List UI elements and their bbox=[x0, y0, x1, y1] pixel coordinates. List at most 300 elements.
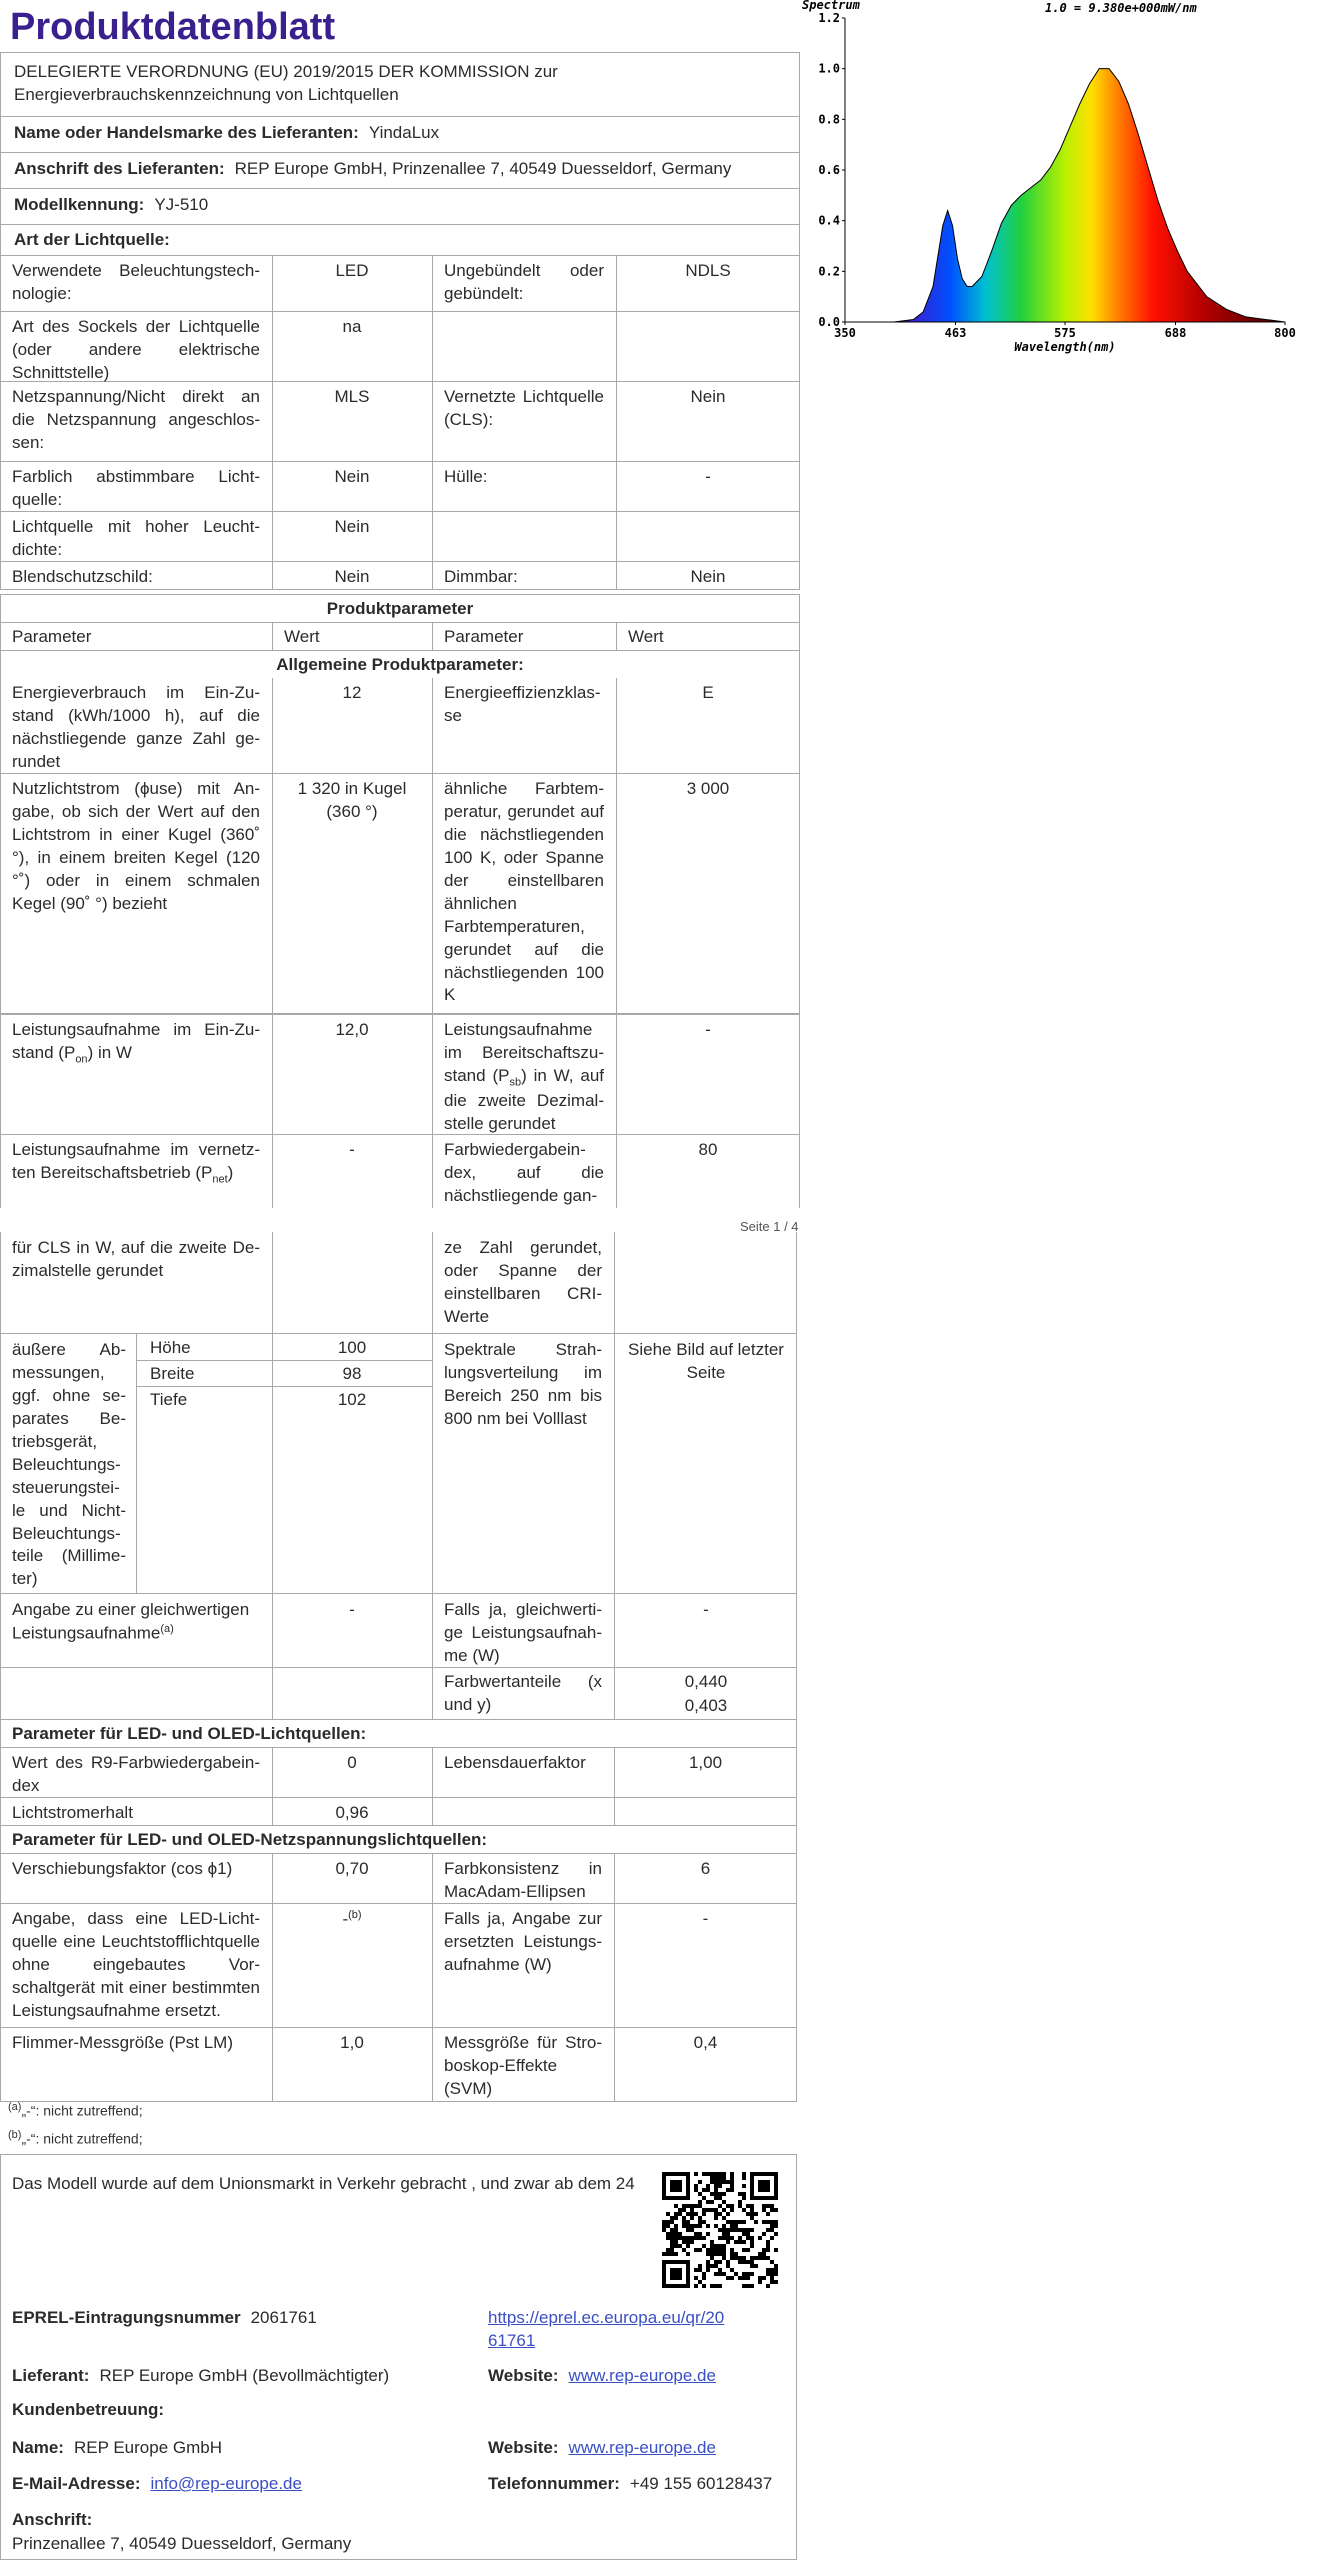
qr-module bbox=[742, 2176, 746, 2180]
qr-module bbox=[770, 2208, 774, 2212]
cri-label: Farbwiedergabeindex, auf die nächstliegende gan- bbox=[444, 1140, 604, 1205]
qr-module bbox=[698, 2220, 702, 2224]
table-cell-v2: 1,00 bbox=[688, 1753, 723, 1772]
product-params-header: Produktparameter bbox=[326, 599, 474, 618]
qr-module bbox=[714, 2272, 718, 2276]
equiv-power-value: - bbox=[349, 1600, 355, 1619]
qr-module bbox=[674, 2224, 678, 2228]
qr-module bbox=[698, 2204, 702, 2208]
qr-module bbox=[702, 2236, 706, 2240]
qr-module bbox=[734, 2224, 738, 2228]
qr-module bbox=[702, 2276, 706, 2280]
supplier-name-value: YindaLux bbox=[368, 123, 440, 142]
qr-module bbox=[686, 2224, 690, 2228]
qr-module bbox=[678, 2244, 682, 2248]
table-cell-v1: LED bbox=[335, 261, 369, 280]
qr-module bbox=[718, 2244, 722, 2248]
qr-module bbox=[726, 2264, 730, 2268]
qr-code[interactable] bbox=[662, 2172, 778, 2288]
qr-module bbox=[742, 2284, 746, 2288]
qr-module bbox=[766, 2228, 770, 2232]
qr-module bbox=[730, 2224, 734, 2228]
qr-module bbox=[698, 2232, 702, 2236]
x-tick-label: 463 bbox=[944, 326, 967, 340]
qr-module bbox=[698, 2248, 702, 2252]
qr-module bbox=[742, 2240, 746, 2244]
y-tick-label: 1.2 bbox=[818, 11, 840, 25]
qr-module bbox=[694, 2268, 698, 2272]
qr-module bbox=[758, 2256, 762, 2260]
qr-module bbox=[738, 2236, 742, 2240]
qr-module bbox=[694, 2232, 698, 2236]
table-cell-l1: Verschiebungsfaktor (cos ϕ1) bbox=[12, 1859, 233, 1878]
table-cell-v1: -$^{(b)}$ bbox=[342, 1909, 362, 1929]
qr-module bbox=[698, 2264, 702, 2268]
qr-module bbox=[710, 2176, 714, 2180]
qr-module bbox=[686, 2236, 690, 2240]
qr-module bbox=[722, 2236, 726, 2240]
qr-module bbox=[766, 2268, 770, 2272]
qr-module bbox=[718, 2192, 722, 2196]
regulation-text: DELEGIERTE VERORDNUNG (EU) 2019/2015 DER KOMMISSION zur Energieverbrauchskennzeichnung von Lichtquellen bbox=[14, 62, 558, 104]
qr-module bbox=[722, 2176, 726, 2180]
qr-module bbox=[674, 2232, 678, 2236]
qr-module bbox=[682, 2216, 686, 2220]
address-label: Anschrift: bbox=[12, 2510, 93, 2529]
column-divider bbox=[432, 678, 433, 774]
table-cell-v1: 0,96 bbox=[335, 1803, 369, 1822]
qr-module bbox=[762, 2256, 766, 2260]
table-cell-l2 bbox=[434, 1799, 612, 1805]
qr-module bbox=[734, 2272, 738, 2276]
qr-module bbox=[714, 2188, 718, 2192]
qr-module bbox=[762, 2208, 766, 2212]
qr-module bbox=[750, 2240, 754, 2244]
qr-module bbox=[726, 2220, 730, 2224]
qr-module bbox=[682, 2248, 686, 2252]
qr-module bbox=[722, 2216, 726, 2220]
chromaticity-x: 0,440 bbox=[684, 1672, 728, 1691]
qr-module bbox=[714, 2196, 718, 2200]
qr-module bbox=[766, 2244, 770, 2248]
table-cell-l1: Blendschutzschild: bbox=[12, 567, 153, 586]
qr-module bbox=[694, 2284, 698, 2288]
qr-module bbox=[666, 2248, 670, 2252]
column-divider bbox=[432, 2028, 433, 2102]
x-tick-label: 688 bbox=[1164, 326, 1187, 340]
qr-module bbox=[714, 2192, 718, 2196]
qr-module bbox=[670, 2228, 674, 2232]
led-params-header: Parameter für LED- und OLED-Lichtquellen: bbox=[12, 1724, 367, 1743]
qr-module bbox=[718, 2212, 722, 2216]
email-link[interactable]: info@rep-europe.de bbox=[150, 2474, 302, 2493]
qr-module bbox=[766, 2220, 770, 2224]
qr-module bbox=[766, 2212, 770, 2216]
qr-module bbox=[762, 2276, 766, 2280]
qr-module bbox=[754, 2256, 758, 2260]
qr-module bbox=[750, 2256, 754, 2260]
qr-module bbox=[682, 2236, 686, 2240]
qr-module bbox=[726, 2236, 730, 2240]
networked-value: - bbox=[349, 1140, 355, 1159]
qr-module bbox=[726, 2240, 730, 2244]
qr-module bbox=[762, 2232, 766, 2236]
dim-depth-value: 102 bbox=[337, 1390, 367, 1409]
model-row bbox=[4, 191, 784, 220]
qr-module bbox=[714, 2176, 718, 2180]
qr-module bbox=[770, 2224, 774, 2228]
column-divider bbox=[432, 1904, 433, 2028]
qr-module bbox=[770, 2228, 774, 2232]
website-row-2: Website: www.rep-europe.de bbox=[488, 2438, 716, 2457]
qr-module bbox=[758, 2180, 770, 2192]
table-cell-v1: 0 bbox=[347, 1753, 357, 1772]
qr-module bbox=[730, 2236, 734, 2240]
networked-label: Leistungsaufnahme im vernetzten Bereitschaftsbetrieb $(P_{net})$ bbox=[12, 1140, 260, 1186]
dim-width-value: 98 bbox=[342, 1364, 362, 1383]
table-cell-l2: Ungebündelt oder gebündelt: bbox=[444, 261, 604, 303]
qr-module bbox=[762, 2220, 766, 2224]
table-cell-v1: Nein bbox=[334, 467, 370, 486]
qr-module bbox=[694, 2236, 698, 2240]
general-params-header: Allgemeine Produktparameter: bbox=[276, 655, 524, 674]
table-cell-l1: Netzspannung/Nicht direkt an die Netzspannung angeschlossen: bbox=[12, 387, 260, 452]
qr-module bbox=[714, 2264, 718, 2268]
website-link-1[interactable]: www.rep-europe.de bbox=[568, 2366, 716, 2385]
qr-module bbox=[742, 2260, 746, 2264]
qr-module bbox=[722, 2192, 726, 2196]
qr-module bbox=[702, 2284, 706, 2288]
qr-module bbox=[734, 2228, 738, 2232]
table-cell-l1: Flimmer-Messgröße (Pst LM) bbox=[12, 2033, 234, 2052]
qr-module bbox=[738, 2192, 742, 2196]
qr-module bbox=[690, 2224, 694, 2228]
y-tick-label: 0.2 bbox=[818, 264, 840, 279]
qr-module bbox=[706, 2188, 710, 2192]
standby-value: - bbox=[705, 1020, 711, 1039]
qr-module bbox=[674, 2252, 678, 2256]
customer-service-heading: Kundenbetreuung: bbox=[12, 2400, 165, 2419]
qr-module bbox=[686, 2212, 690, 2216]
qr-module bbox=[738, 2260, 742, 2264]
qr-module bbox=[726, 2232, 730, 2236]
qr-module bbox=[774, 2248, 778, 2252]
qr-module bbox=[750, 2208, 754, 2212]
footnote-a: $^{(a)}$„-“: nicht zutreffend; bbox=[8, 2101, 143, 2119]
networked-label-cont: für CLS in W, auf die zweite Dezimalstelle gerundet bbox=[12, 1238, 260, 1280]
qr-module bbox=[762, 2252, 766, 2256]
qr-module bbox=[714, 2252, 718, 2256]
column-divider bbox=[432, 1854, 433, 1904]
qr-module bbox=[718, 2248, 722, 2252]
table-cell-v2: - bbox=[705, 467, 711, 486]
table-cell-l1: Art des Sockels der Lichtquelle (oder andere elektrische Schnittstelle) bbox=[12, 317, 260, 382]
table-cell-l2: Messgröße für Stroboskop-Effekte (SVM) bbox=[444, 2033, 602, 2098]
y-tick-label: 1.0 bbox=[818, 61, 840, 76]
qr-module bbox=[714, 2184, 718, 2188]
qr-module bbox=[722, 2228, 726, 2232]
qr-module bbox=[674, 2240, 678, 2244]
table-cell-l1: Farblich abstimmbare Lichtquelle: bbox=[12, 467, 260, 509]
qr-module bbox=[694, 2248, 698, 2252]
table-cell-l2 bbox=[434, 513, 614, 519]
qr-module bbox=[726, 2180, 730, 2184]
qr-module bbox=[750, 2236, 754, 2240]
qr-module bbox=[738, 2204, 742, 2208]
spectral-value: Siehe Bild auf letzter Seite bbox=[628, 1340, 784, 1382]
website-link-2[interactable]: www.rep-europe.de bbox=[568, 2438, 716, 2457]
qr-module bbox=[766, 2248, 770, 2252]
qr-module bbox=[698, 2192, 702, 2196]
qr-module bbox=[722, 2256, 726, 2260]
qr-module bbox=[666, 2224, 670, 2228]
qr-module bbox=[722, 2180, 726, 2184]
qr-module bbox=[690, 2236, 694, 2240]
table-cell-l2: Lebensdauerfaktor bbox=[444, 1753, 586, 1772]
qr-module bbox=[674, 2228, 678, 2232]
model-label: Modellkennung: bbox=[14, 195, 145, 214]
qr-module bbox=[710, 2200, 714, 2204]
qr-module bbox=[710, 2252, 714, 2256]
qr-module bbox=[746, 2236, 750, 2240]
qr-module bbox=[734, 2252, 738, 2256]
qr-module bbox=[690, 2212, 694, 2216]
qr-module bbox=[750, 2212, 754, 2216]
qr-module bbox=[762, 2248, 766, 2252]
table-cell-v1: Nein bbox=[334, 517, 370, 536]
table-cell-v2: Nein bbox=[690, 387, 726, 406]
qr-module bbox=[670, 2240, 674, 2244]
qr-module bbox=[718, 2252, 722, 2256]
qr-module bbox=[750, 2260, 754, 2264]
qr-module bbox=[674, 2212, 678, 2216]
qr-module bbox=[770, 2280, 774, 2284]
qr-module bbox=[670, 2268, 682, 2280]
qr-module bbox=[714, 2284, 718, 2288]
y-tick-label: 0.0 bbox=[818, 315, 840, 329]
qr-module bbox=[742, 2272, 746, 2276]
qr-module bbox=[702, 2220, 706, 2224]
qr-module bbox=[694, 2204, 698, 2208]
qr-module bbox=[730, 2172, 734, 2176]
qr-module bbox=[726, 2260, 730, 2264]
table-cell-v2: E bbox=[702, 683, 714, 702]
qr-module bbox=[706, 2232, 710, 2236]
qr-module bbox=[726, 2212, 730, 2216]
table-cell-v1: 1 320 in Kugel (360 °) bbox=[297, 779, 407, 821]
column-divider bbox=[432, 382, 433, 462]
eprel-link[interactable]: https://eprel.ec.europa.eu/qr/20 61761 bbox=[488, 2308, 725, 2350]
qr-module bbox=[686, 2244, 690, 2248]
qr-module bbox=[670, 2216, 674, 2220]
qr-module bbox=[666, 2236, 670, 2240]
column-divider bbox=[432, 774, 433, 1014]
chromaticity-label: Farbwertanteile (x und y) bbox=[444, 1672, 602, 1714]
spectral-label: Spektrale Strahlungsverteilung im Bereich 250 nm bis 800 nm bei Volllast bbox=[444, 1340, 602, 1428]
spectrum-area bbox=[845, 69, 1285, 322]
table-cell-v2: 6 bbox=[700, 1859, 711, 1878]
qr-module bbox=[742, 2184, 746, 2188]
qr-module bbox=[714, 2244, 718, 2248]
qr-module bbox=[710, 2248, 714, 2252]
qr-module bbox=[670, 2180, 682, 2192]
qr-module bbox=[722, 2232, 726, 2236]
table-cell-l2: Farbkonsistenz in MacAdam-Ellipsen bbox=[444, 1859, 602, 1901]
qr-module bbox=[706, 2200, 710, 2204]
qr-module bbox=[730, 2256, 734, 2260]
qr-module bbox=[770, 2268, 774, 2272]
qr-module bbox=[770, 2204, 774, 2208]
qr-module bbox=[754, 2264, 758, 2268]
standby-label: Leistungsaufnahme im Bereitschaftszustand $(P_{sb})$ in W, auf die zweite Dezimalstelle gerundet bbox=[444, 1020, 605, 1134]
qr-module bbox=[722, 2248, 726, 2252]
column-divider bbox=[616, 312, 617, 382]
table-cell-l2: Falls ja, Angabe zur ersetzten Leistungsaufnahme (W) bbox=[444, 1909, 602, 1974]
equiv-power-label: Angabe zu einer gleichwertigen Leistungsaufnahme$^{(a)}$ bbox=[12, 1600, 250, 1643]
qr-module bbox=[662, 2228, 666, 2232]
qr-module bbox=[706, 2264, 710, 2268]
qr-module bbox=[742, 2208, 746, 2212]
qr-module bbox=[738, 2276, 742, 2280]
qr-module bbox=[766, 2256, 770, 2260]
table-cell-l1: Energieverbrauch im Ein-Zustand (kWh/1000 h), auf die nächstliegende ganze Zahl gerundet bbox=[12, 683, 260, 771]
qr-module bbox=[742, 2220, 746, 2224]
qr-module bbox=[730, 2188, 734, 2192]
qr-module bbox=[750, 2204, 754, 2208]
qr-module bbox=[662, 2220, 666, 2224]
qr-module bbox=[742, 2248, 746, 2252]
qr-module bbox=[718, 2268, 722, 2272]
table-cell-l1: Nutzlichtstrom (ϕuse) mit Angabe, ob sich der Wert auf den Lichtstrom in einer Kugel (360˚ °), in einem breiten Kegel (120 °˚) oder in einem schmalen Kegel (90˚ °) bezieht bbox=[12, 779, 260, 913]
qr-module bbox=[682, 2224, 686, 2228]
qr-module bbox=[730, 2180, 734, 2184]
qr-module bbox=[750, 2216, 754, 2220]
qr-module bbox=[702, 2208, 706, 2212]
qr-module bbox=[710, 2264, 714, 2268]
qr-module bbox=[662, 2252, 666, 2256]
dim-width-key: Breite bbox=[150, 1364, 195, 1383]
cri-value: 80 bbox=[698, 1140, 718, 1159]
qr-module bbox=[706, 2248, 710, 2252]
qr-module bbox=[702, 2188, 706, 2192]
qr-module bbox=[742, 2172, 746, 2176]
qr-module bbox=[746, 2272, 750, 2276]
qr-module bbox=[662, 2224, 666, 2228]
table-cell-l2: Energieeffizienzklasse bbox=[444, 683, 601, 725]
dimensions-label: äußere Abmessungen, ggf. ohne separates Betriebsgerät, Beleuchtungssteuerungsteile und Nicht-Beleuchtungsteile (Millimeter) bbox=[12, 1340, 126, 1589]
qr-module bbox=[770, 2276, 774, 2280]
page-number: Seite 1 / 4 bbox=[740, 1219, 799, 1234]
column-divider bbox=[432, 562, 433, 590]
table-cell-v2: Nein bbox=[690, 567, 726, 586]
qr-module bbox=[698, 2268, 702, 2272]
qr-module bbox=[718, 2204, 722, 2208]
table-cell-v2 bbox=[616, 313, 800, 319]
qr-module bbox=[742, 2228, 746, 2232]
qr-module bbox=[722, 2208, 726, 2212]
qr-module bbox=[774, 2268, 778, 2272]
qr-module bbox=[698, 2224, 702, 2228]
column-divider bbox=[616, 774, 617, 1014]
qr-module bbox=[710, 2192, 714, 2196]
qr-module bbox=[710, 2208, 714, 2212]
qr-module bbox=[718, 2172, 722, 2176]
qr-module bbox=[674, 2204, 678, 2208]
qr-module bbox=[730, 2184, 734, 2188]
qr-module bbox=[682, 2220, 686, 2224]
y-tick-label: 0.6 bbox=[818, 163, 840, 177]
column-divider bbox=[432, 312, 433, 382]
chromaticity-y: 0,403 bbox=[684, 1696, 728, 1715]
qr-module bbox=[754, 2220, 758, 2224]
qr-module bbox=[726, 2228, 730, 2232]
qr-module bbox=[670, 2236, 674, 2240]
chart-subtitle: 1.0 = 9.380e+000mW/nm bbox=[1045, 1, 1197, 15]
table-cell-v2: 0,4 bbox=[693, 2033, 718, 2052]
qr-module bbox=[686, 2240, 690, 2244]
qr-module bbox=[706, 2268, 710, 2272]
email-row: E-Mail-Adresse: info@rep-europe.de bbox=[12, 2474, 302, 2493]
qr-module bbox=[666, 2220, 670, 2224]
table-cell-v1: 12 bbox=[342, 683, 362, 702]
qr-module bbox=[774, 2208, 778, 2212]
address-value: Prinzenallee 7, 40549 Duesseldorf, Germany bbox=[12, 2534, 352, 2553]
footnote-b: $^{(b)}$„-“: nicht zutreffend; bbox=[8, 2129, 143, 2147]
qr-module bbox=[742, 2196, 746, 2200]
qr-module bbox=[706, 2260, 710, 2264]
qr-module bbox=[702, 2244, 706, 2248]
table-cell-v2 bbox=[616, 513, 800, 519]
qr-module bbox=[730, 2176, 734, 2180]
qr-module bbox=[694, 2224, 698, 2228]
supplier-address-label: Anschrift des Lieferanten: bbox=[14, 159, 225, 178]
model-value: YJ-510 bbox=[154, 195, 209, 214]
qr-module bbox=[678, 2208, 682, 2212]
website-row-1: Website: www.rep-europe.de bbox=[488, 2366, 716, 2385]
table-cell-l2: Vernetzte Lichtquelle (CLS): bbox=[444, 387, 604, 429]
power-on-label: Leistungsaufnahme im Ein-Zustand $(P_{on})$ in W bbox=[12, 1020, 260, 1066]
qr-module bbox=[690, 2228, 694, 2232]
qr-module bbox=[766, 2240, 770, 2244]
chart-title: Spectrum bbox=[802, 0, 860, 12]
column-divider bbox=[616, 512, 617, 562]
qr-module bbox=[718, 2184, 722, 2188]
qr-module bbox=[730, 2204, 734, 2208]
qr-module bbox=[686, 2220, 690, 2224]
qr-module bbox=[766, 2204, 770, 2208]
qr-module bbox=[694, 2172, 698, 2176]
supplier-address-value: REP Europe GmbH, Prinzenallee 7, 40549 Duesseldorf, Germany bbox=[234, 159, 732, 178]
table-cell-l2: Dimmbar: bbox=[444, 567, 518, 586]
qr-module bbox=[678, 2232, 682, 2236]
qr-module bbox=[698, 2236, 702, 2240]
qr-module bbox=[674, 2216, 678, 2220]
qr-module bbox=[722, 2252, 726, 2256]
qr-module bbox=[666, 2232, 670, 2236]
qr-module bbox=[730, 2252, 734, 2256]
qr-module bbox=[714, 2260, 718, 2264]
qr-module bbox=[670, 2232, 674, 2236]
eprel-link-block bbox=[478, 2304, 778, 2356]
qr-module bbox=[706, 2224, 710, 2228]
qr-module bbox=[698, 2280, 702, 2284]
qr-module bbox=[666, 2212, 670, 2216]
qr-module bbox=[670, 2248, 674, 2252]
supplier-name-label: Name oder Handelsmarke des Lieferanten: bbox=[14, 123, 359, 142]
qr-module bbox=[710, 2284, 714, 2288]
qr-module bbox=[774, 2232, 778, 2236]
y-tick-label: 0.4 bbox=[818, 213, 840, 228]
